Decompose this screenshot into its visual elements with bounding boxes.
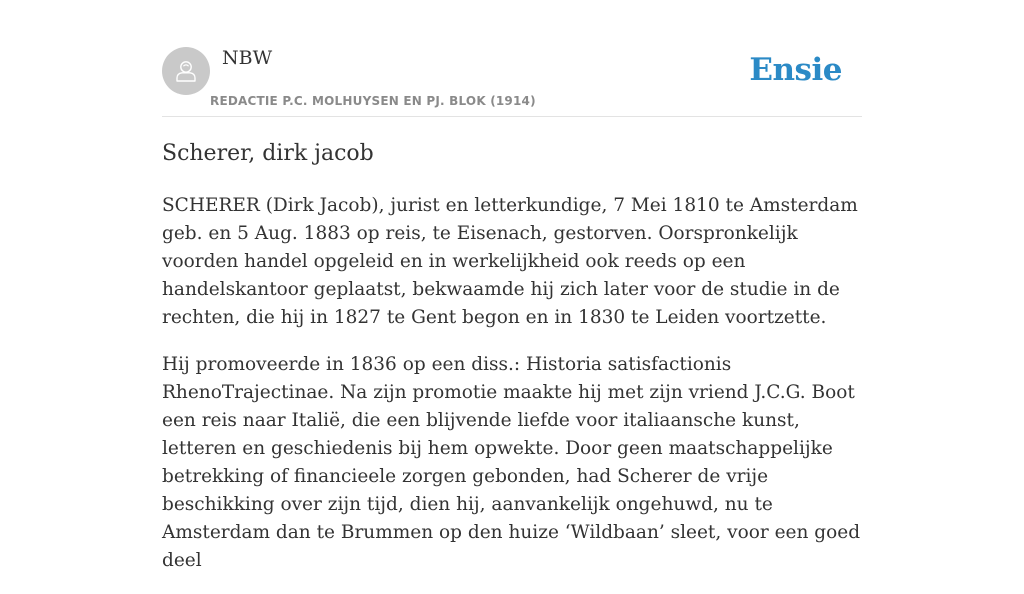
user-silhouette-icon: [172, 57, 200, 85]
article-title: Scherer, dirk jacob: [162, 141, 374, 166]
ensie-logo[interactable]: Ensie: [749, 52, 842, 88]
article-body: [162, 192, 862, 594]
article-paragraph-1: SCHERER (Dirk Jacob), jurist en letterkundige, 7 Mei 1810 te Amsterdam geb. en 5 Aug. 1883 op reis, te Eisenach, gestorven. Oorspronkelijk voorden handel opgeleid en in werkelijkheid ook reeds op een handelskantoor geplaatst, bekwaamde hij zich later voor de studie in de rechten, die hij in 1827 te Gent begon en in 1830 te Leiden voortzette.: [162, 195, 858, 328]
source-name[interactable]: NBW: [222, 47, 273, 69]
avatar[interactable]: [162, 47, 210, 95]
article-paragraph-2: Hij promoveerde in 1836 op een diss.: Historia satisfactionis RhenoTrajectinae. Na zijn promotie maakte hij met zijn vriend J.C.G. Boot een reis naar Italië, die een blijvende liefde voor italiaansche kunst, letteren en geschiedenis bij hem opwekte. Door geen maatschappelijke betrekking of financieele zorgen gebonden, had Scherer de vrije beschikking over zijn tijd, dien hij, aanvankelijk ongehuwd, nu te Amsterdam dan te Brummen op den huize ‘Wildbaan’ sleet, voor een goed deel: [162, 354, 861, 571]
source-header: [162, 0, 862, 117]
source-subtitle: REDACTIE P.C. MOLHUYSEN EN PJ. BLOK (1914): [210, 94, 536, 108]
